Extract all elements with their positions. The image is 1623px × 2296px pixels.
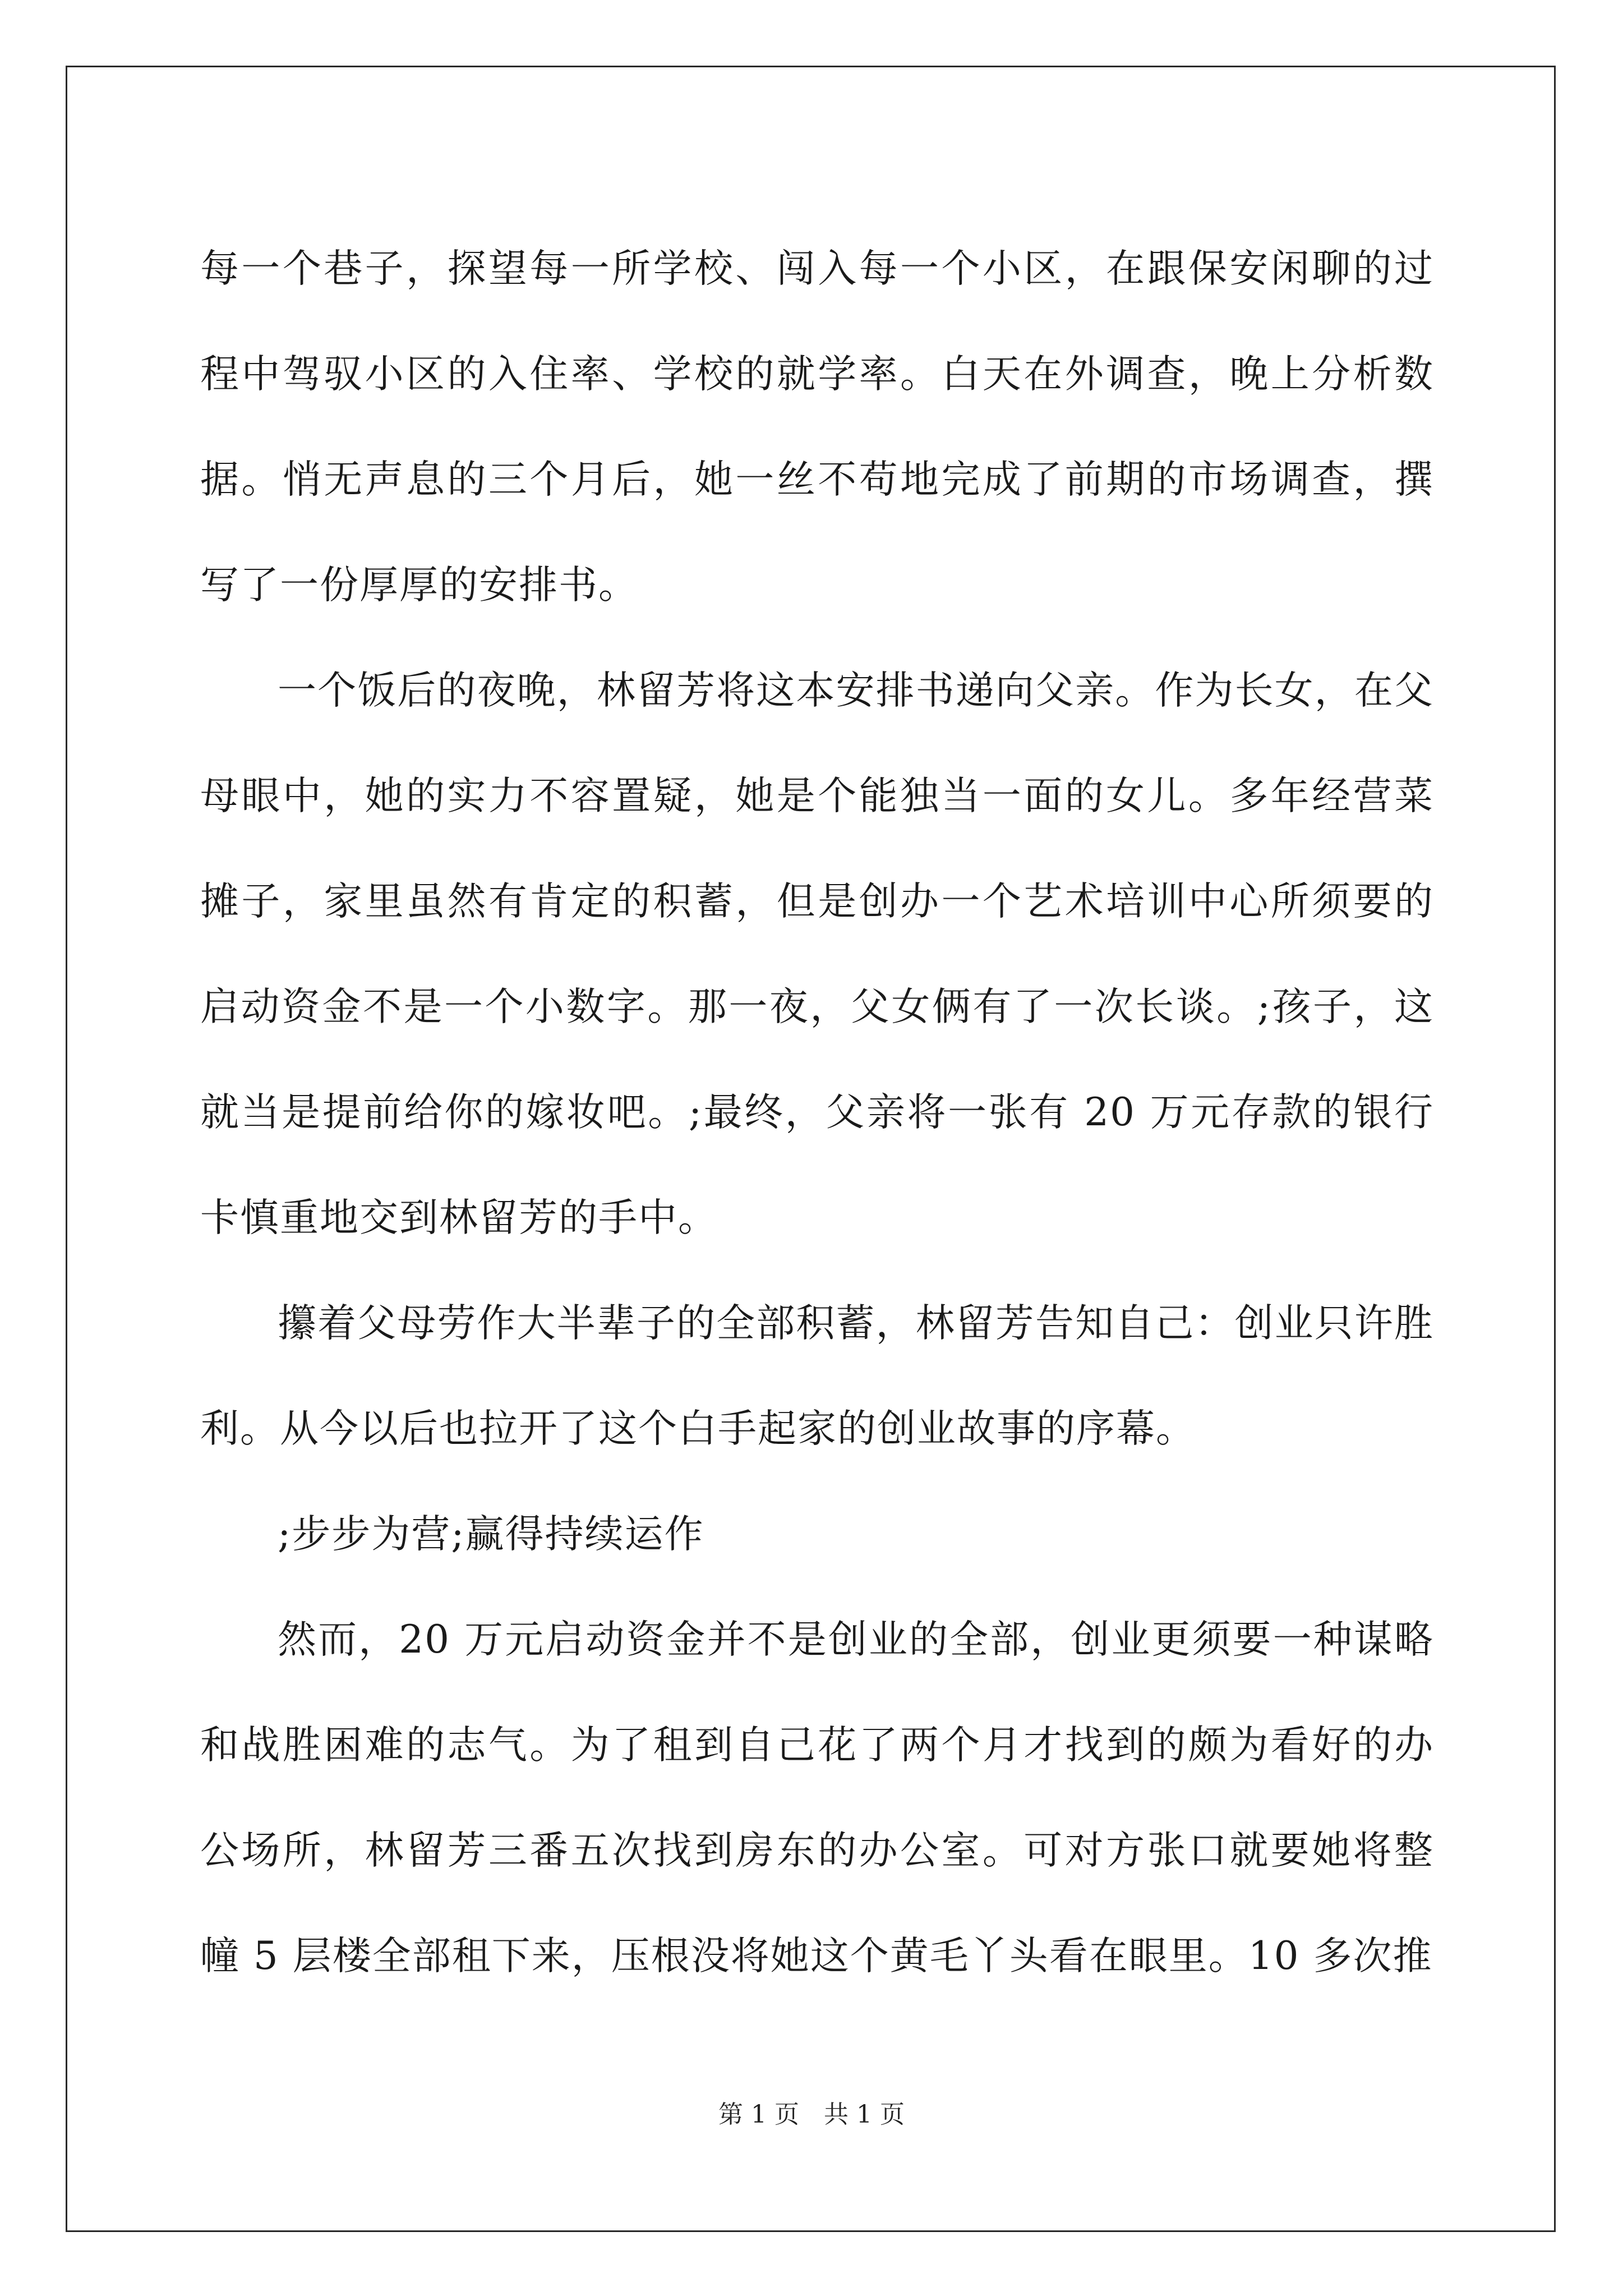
section-heading: ;步步为营;赢得持续运作 (278, 1512, 704, 1557)
paragraph: 攥着父母劳作大半辈子的全部积蓄，林留芳告知自己：创业只许胜利。从今以后也拉开了这个白手起家的创业故事的序幕。 (200, 1301, 1434, 1451)
page-number-footer: 第 1 页 共 1 页 (718, 2100, 905, 2129)
document-body (200, 216, 1434, 2009)
paragraph: 每一个巷子，探望每一所学校、闯入每一个小区，在跟保安闲聊的过程中驾驭小区的入住率、学校的就学率。白天在外调查，晚上分析数据。悄无声息的三个月后，她一丝不苟地完成了前期的市场调查，撰写了一份厚厚的安排书。 (200, 246, 1434, 608)
paragraph: 然而，20 万元启动资金并不是创业的全部，创业更须要一种谋略和战胜困难的志气。为了租到自己花了两个月才找到的颇为看好的办公场所，林留芳三番五次找到房东的办公室。可对方张口就要她将整幢 5 层楼全部租下来，压根没将她这个黄毛丫头看在眼里。10 多次推 (200, 1617, 1434, 1978)
paragraph: 一个饭后的夜晚，林留芳将这本安排书递向父亲。作为长女，在父母眼中，她的实力不容置疑，她是个能独当一面的女儿。多年经营菜摊子，家里虽然有肯定的积蓄，但是创办一个艺术培训中心所须要的启动资金不是一个小数字。那一夜，父女俩有了一次长谈。;孩子，这就当是提前给你的嫁妆吧。;最终，父亲将一张有 20 万元存款的银行卡慎重地交到林留芳的手中。 (200, 668, 1434, 1240)
